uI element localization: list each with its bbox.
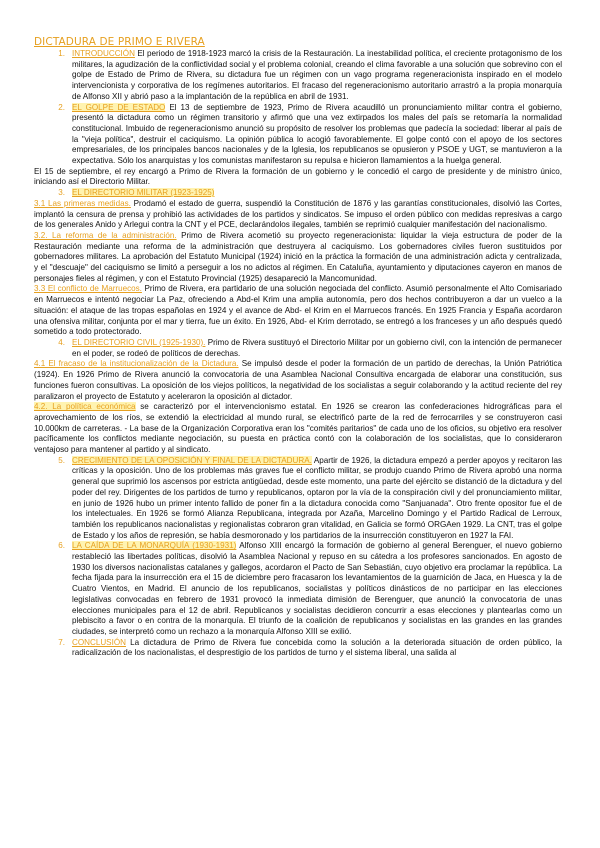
paragraph-15-septiembre: El 15 de septiembre, el rey encargó a Primo de Rivera la formación de un gobierno y le concedió el cargo de presidente y de ministro único, iniciando así el Directorio Militar. <box>34 166 562 187</box>
section-caida-monarquia <box>34 541 562 637</box>
document-title: DICTADURA DE PRIMO E RIVERA <box>34 36 205 48</box>
section-number: 6. <box>58 541 65 551</box>
section-number: 3. <box>58 188 65 198</box>
section-directorio-civil <box>34 338 562 359</box>
subsection-politica-economica <box>34 402 562 456</box>
subsection-heading: 4.2. La política económica <box>34 402 136 412</box>
subsection-institucionalizacion <box>34 359 562 402</box>
subsection-text: se caracterizó por el intervencionismo estatal. En 1926 se crearon las confederaciones hidrográficas para el aprovechamiento de los ríos, se extendió la electricidad al mundo rural, se electrificó parte de la red de ferrocarriles y se construyeron casi 10.000km de carreteras. - La base de la Organización Corporativa eran los "comités paritarios" de cada uno de los oficios, su objetivo era resolver pacíficamente los conflictos mediante negociación, su puesta en práctica contó con la colaboración de los socialistas, que lo consideraron ventajoso para mantener al partido y al sindicato. <box>34 402 562 455</box>
section-heading: INTRODUCCIÓN <box>72 49 135 58</box>
section-heading: EL DIRECTORIO MILITAR (1923-1925) <box>72 188 215 198</box>
subsection-text: Primo de Rivera, era partidario de una solución negociada del conflicto. Asumió personalmente el Alto Comisariado en Marruecos e intentó negociar La Paz, ofreciendo a Abd-el Krim una amplia autonomía, pero dos hechos contribuyeron a dar un vuelco a la situación: el ataque de las tropas españolas en 1924 y el avance de Abd- el Krim en el Marruecos francés. En 1925 Francia y España acordaron una ofensiva militar, conjunta por el mar y tierra, fue un éxito. En 1926, Abd- el Krim derrotado, se entregó a los franceses y un año después quedó sometido a todo protectorado. <box>34 284 562 337</box>
section-heading: EL DIRECTORIO CIVIL (1925-1930). <box>72 337 206 347</box>
section-number: 5. <box>58 455 65 465</box>
subsection-conflicto-marruecos <box>34 284 562 338</box>
section-number: 4. <box>58 337 65 347</box>
section-heading: CRECIMIENTO DE LA OPOSICIÓN Y FINAL DE LA DICTADURA. <box>72 455 312 465</box>
section-text: Alfonso XIII encargó la formación de gobierno al general Berenguer, el nuevo gobierno restableció las libertades políticas, disolvió la Asamblea Nacional y repuso en su cátedra a los profesores sancionados. En agosto de 1930 los diversos nacionalistas catalanes y gallegos, acordaron el Pacto de San Sebastián, cuyo objetivo era proclamar la república. La fecha fijada para la insurrección era el 15 de diciembre pero fracasaron los levantamientos de la guarnición de Jaca, en Huesca y la de Cuatro Vientos, en Madrid. El anuncio de los republicanos, socialistas y políticos dinásticos de no participar en las elecciones legislativas convocadas en febrero de 1931 provocó la inmediata dimisión de Berenguer, que anunció la convocatoria de unas elecciones municipales para el 12 de abril. Republicanos y socialistas decidieron concurrir a esas elecciones y plantearlas como un plebiscito a favor o en contra de la monarquía. El triunfo de la coalición de republicanos y socialistas en las grandes en las grandes ciudades, se interpretó como un rechazo a la monarquía Alfonso XIII se exilió. <box>72 541 562 636</box>
section-heading: CONCLUSIÓN <box>72 637 126 647</box>
section-heading: LA CAÍDA DE LA MONARQUÍA (1930-1931) <box>72 541 237 551</box>
subsection-primeras-medidas <box>34 199 562 231</box>
section-number: 7. <box>58 637 65 647</box>
subsection-text: Se impulsó desde el poder la formación de un partido de derechas, la Unión Patriótica (1924). En 1926 Primo de Rivera anunció la convocatoria de una Asamblea Nacional Consultiva encargada de elaborar una constitución, sus funciones fueron consultivas. La oposición de los viejos políticos, la negatividad de los socialistas a seguir colaborando y la actitud reciente del rey paralizaron el proyecto de Estatuto y aceleraron la oposición al dictador. <box>34 359 562 401</box>
subsection-heading: 3.3 El conflicto de Marruecos. <box>34 284 142 294</box>
section-number: 2. <box>58 102 65 112</box>
subsection-heading: 4.1 El fracaso de la institucionalización de la Dictadura. <box>34 359 239 369</box>
section-conclusion <box>34 638 562 659</box>
section-directorio-militar <box>34 188 562 199</box>
section-text: La dictadura de Primo de Rivera fue concebida como la solución a la deteriorada situación de orden público, la radicalización de los nacionalistas, el desprestigio de los partidos de turno y el sistema liberal, una salida al <box>72 637 562 658</box>
subsection-heading: 3.2. La reforma de la administración. <box>34 230 177 240</box>
section-introduccion <box>34 49 562 103</box>
section-golpe-de-estado <box>34 103 562 167</box>
section-heading: EL GOLPE DE ESTADO <box>72 102 166 112</box>
section-text: El 13 de septiembre de 1923, Primo de Rivera acaudilló un pronunciamiento militar contra el gobierno, presentó la dictadura como un régimen transitorio y afirmó que una vez extirpados los males del país se retomaría la normalidad constitucional. Imbuido de regeneracionismo anunció su propósito de resolver los problemas que padecía la sociedad: liberar al país de la "vieja política", destruir el caciquismo. La opinión pública lo acogió favorablemente. El golpe contó con el apoyo de los sectores empresariales, de los principales bancos nacionales y de la Iglesia, los republicanos se opusieron y PSOE y UGT, se mantuvieron a la expectativa. Sólo los anarquistas y los comunistas manifestaron su repulsa e hicieron llamamientos a la huelga general. <box>72 102 562 166</box>
section-text: Primo de Rivera sustituyó el Directorio Militar por un gobierno civil, con la intención de permanecer en el poder, se rodeó de políticos de derechas. <box>72 337 562 358</box>
section-oposicion-final <box>34 456 562 542</box>
subsection-heading: 3.1 Las primeras medidas. <box>34 198 131 208</box>
section-text: El periodo de 1918-1923 marcó la crisis de la Restauración. La inestabilidad política, el creciente protagonismo de los militares, la agudización de la conflictividad social y el problema colonial, creando el clima favorable a una solución que sobrevino con el golpe de Estado de Primo de Rivera, su dictadura fue un régimen con un vago programa regeneracionista inspirado en el modelo intervencionista y corporativa de los regímenes autoritarios. El fracaso del regeneracionismo autoritario arrastró a la propia monarquía de Alfonso XII y abrió paso a la implantación de la república en abril de 1931. <box>72 49 562 101</box>
document-body <box>34 49 562 659</box>
section-number: 1. <box>58 49 65 58</box>
subsection-reforma-administracion <box>34 231 562 285</box>
subsection-text: Prodamó el estado de guerra, suspendió la Constitución de 1876 y las garantías constitucionales, disolvió las Cortes, implantó la censura de prensa y prohibió las actividades de los partidos y sindicatos. Se impuso el orden público con medidas represivas a cargo de los generales Anido y Arlegui contra la CNT y el PCE, declarándolos ilegales, también se reprimió cualquier manifestación del nacionalismo. <box>34 198 563 230</box>
section-text: Apartir de 1926, la dictadura empezó a perder apoyos y recitaron las críticas y la oposición. Uno de los problemas más graves fue el conflicto militar, se produjo cuando Primo de Rivera aprobó una norma general que suprimió los ascensos por estricta antigüedad, desde este momento, una parte del ejército se distanció de la dictadura y del poder del rey. Dirigentes de los partidos de turno y republicanos, optaron por la vía de la conspiración civil y del pronunciamiento militar, en junio de 1926 hubo un primer intento fallido de poner fin a la dictadura conocida como "Sanjuanada". Otro frente opositor fue el de los intelectuales. En 1926 se formó Alianza Republicana, integrada por Azaña, Marcelino Domingo y el Partido Radical de Lerroux, también los republicanos nacionalistas y regionalistas cobraron gran vitalidad, en Galicia se formó ORGAen 1929. La CNT, tras el golpe de Estado y los años de represión, se había desmoronado y los partidarios de la insurrección constituyeron en 1927 la FAI. <box>72 455 562 540</box>
subsection-text: Primo de Rivera acometió su proyecto regeneracionista: liquidar la vieja estructura de poder de la Restauración mediante una reforma de la administración que destruyera al caciquismo. Los gobernadores civiles fueron sustituidos por gobernadores militares. La aprobación del Estatuto Municipal (1924) inició en la práctica la formación de una administración adicta y centralizada, y el "descuaje" del caciquismo se limitó a perseguir a los no adictos al régimen. En Cataluña, ayuntamiento y diputaciones cayeron en manos de personajes fieles al régimen, y con el Estatuto Provincial (1925) desapareció la Mancomunidad. <box>34 230 562 283</box>
